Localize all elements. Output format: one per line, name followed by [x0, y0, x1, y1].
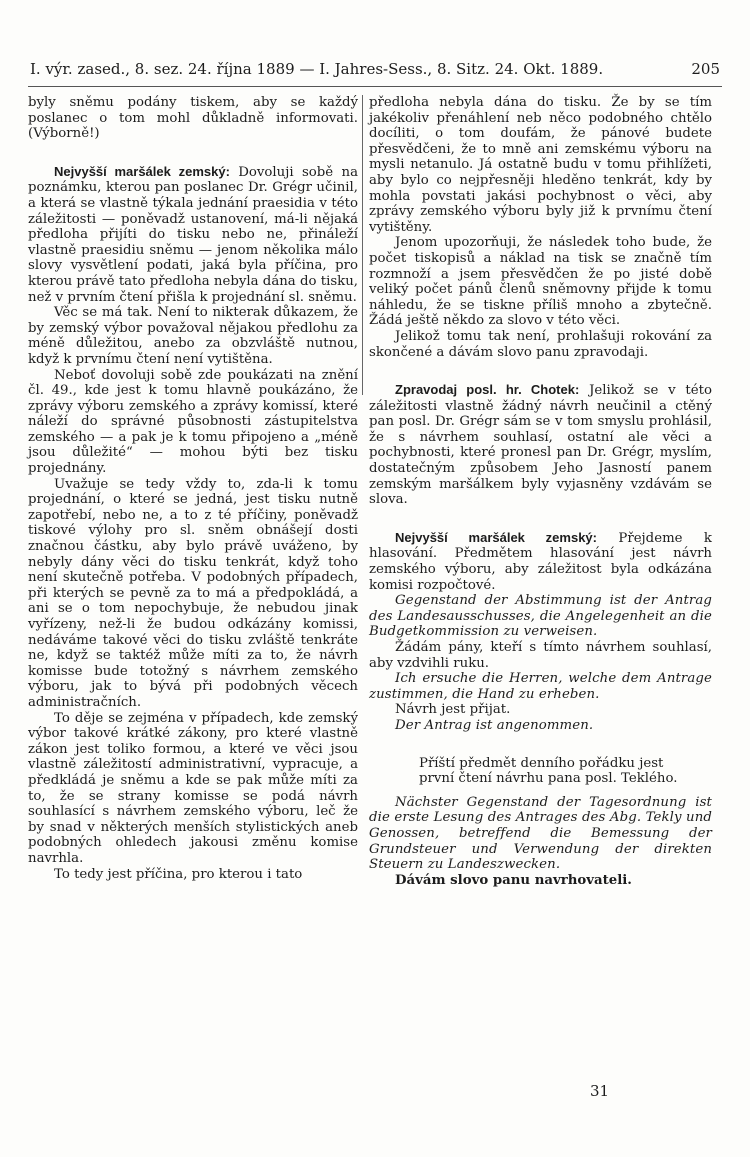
paragraph-text: Dávám slovo panu navrhovateli. [395, 872, 632, 888]
paragraph [369, 640, 712, 671]
paragraph-text: Ich ersuche die Herren, welche dem Antrage zustimmen, die Hand zu erheben. [369, 671, 712, 702]
speaker-name: Nejvyšší maršálek zemský: [395, 529, 597, 545]
paragraph [28, 711, 358, 867]
header-rule [28, 86, 722, 87]
paragraph-text: Věc se má tak. Není to nikterak důkazem, že by zemský výbor považoval nějakou předlohu za méně důležitou, anebo za obzvláště nutnou, když k prvnímu čtení není vytištěna. [28, 305, 358, 367]
paragraph [369, 702, 712, 718]
paragraph-german [369, 795, 712, 873]
paragraph [369, 530, 712, 593]
paragraph-text: Neboť dovoluji sobě zde poukázati na znění čl. 49., kde jest k tomu hlavně poukázáno, že zprávy výboru zemského a zprávy komissí, které náleží do správné působnosti zástupitelstva zemského — a pak je k tomu připojeno a „méně jsou důležité“ — mohou býti bez tisku projednány. [28, 367, 358, 477]
right-column [369, 95, 712, 888]
paragraph-text: Der Antrag ist angenommen. [395, 717, 594, 733]
paragraph [369, 873, 712, 889]
header-text: I. výr. zased., 8. sez. 24. října 1889 — I. Jahres-Sess., 8. Sitz. 24. Okt. 1889. [30, 60, 604, 78]
sheet-number: 31 [590, 1082, 610, 1100]
paragraph [28, 368, 358, 477]
paragraph [369, 235, 712, 329]
paragraph [28, 95, 358, 142]
paragraph-text: To tedy jest příčina, pro kterou i tato [54, 866, 303, 882]
paragraph-text: Jelikož se v této záležitosti vlastně žádný návrh neučinil a ctěný pan posl. Dr. Grégr sám se v tom smyslu prohlásil, že s návrhem souhlasí, ostatní ale věci a pochybnosti, které pronesl pan Dr. Grégr, myslím, dostatečným způsobem Jeho Jasností panem zemským maršálkem byly vyjasněny vzdávám se slova. [369, 383, 712, 508]
paragraph [369, 95, 712, 235]
paragraph-text: byly sněmu podány tiskem, aby se každý poslanec o tom mohl důkladně informovati. (Výborně!) [28, 95, 358, 142]
paragraph-german [369, 593, 712, 640]
paragraph-text: Jenom upozorňuji, že následek toho bude, že počet tiskopisů a náklad na tisk se značně tím rozmnoží a jsem přesvědčen že po jisté době veliký počet pánů členů sněmovny přijde k tomu náhledu, že se tiskne příliš mnoho a zbytečně. Žádá ještě někdo za slovo v této věci. [369, 235, 712, 329]
running-header [30, 60, 720, 86]
column-divider [362, 95, 363, 395]
paragraph [28, 867, 358, 883]
paragraph [369, 329, 712, 360]
paragraph-text: Nächster Gegenstand der Tagesordnung ist die erste Lesung des Antrages des Abg. Tekly und Genossen, betreffend die Bemessung der Grundsteuer und Verwendung der direkten Steuern zu Landeszwecken. [369, 794, 712, 873]
paragraph-text: Gegenstand der Abstimmung ist der Antrag des Landesausschusses, die Angelegenheit an die Budgetkommission zu verweisen. [369, 593, 712, 640]
paragraph-german [369, 718, 712, 734]
paragraph-german [369, 671, 712, 702]
paragraph-text: Uvažuje se tedy vždy to, zda-li k tomu projednání, o které se jedná, jest tisku nutně zapotřebí, nebo ne, a to z té příčiny, poněvadž tiskové výlohy pro sl. sněm obnášejí dosti značnou částku, aby bylo právě uváženo, by nebyly dány věci do tisku tenkrát, když toho není skutečně potřeba. V podobných případech, při kterých se pevně za to má a předpokládá, a ani se o tom nepochybuje, že nebudou jinak vyřízeny, než-li že budou odkázány komissi, nedáváme takové věci do tisku zvláště tenkráte ne, když se taktéž může míti za to, že návrh komisse bude totožný s návrhem zemského výboru, jak to bývá při podobných věcech administračních. [28, 476, 358, 710]
paragraph-text: Návrh jest přijat. [395, 702, 511, 718]
paragraph-text: Žádám pány, kteří s tímto návrhem souhlasí, aby vzdvihli ruku. [369, 640, 712, 671]
paragraph-text: Dovoluji sobě na poznámku, kterou pan poslanec Dr. Grégr učinil, a která se vlastně týkala jednání praesidia v této záležitosti — poněvadž ustanovení, má-li nějaká předloha přijíti do tisku nebo ne, přináleží vlastně praesidiu sněmu — jenom několika málo slovy vysvětlení podati, jaká byla příčina, pro kterou právě tato předloha nebyla dána do tisku, než v prvním čtení přišla k projednání sl. sněmu. [28, 164, 358, 305]
paragraph-text: Příští předmět denního pořádku jest první čtení návrhu pana posl. Teklého. [419, 755, 678, 787]
paragraph [28, 164, 358, 305]
paragraph-text: Přejdeme k hlasování. Předmětem hlasování jest návrh zemského výboru, aby záležitost byla odkázána komisi rozpočtové. [369, 530, 712, 593]
paragraph-text: To děje se zejména v případech, kde zemský výbor takové krátké zákony, pro které vlastně zákon jest toliko formou, a které ve věci jsou vlastně záležitostí administrativní, vypracuje, a předkládá je sněmu a kde se pak může míti za to, že se strany komisse se podá návrh souhlasící s návrhem zemského výboru, leč že by snad v některých menších stylistických aneb podobných ohledech jakousi změnu komise navrhla. [28, 710, 358, 866]
page-number: 205 [691, 60, 720, 78]
paragraph [28, 305, 358, 367]
paragraph-text: předloha nebyla dána do tisku. Že by se tím jakékoliv přenáhlení neb něco podobného chtělo docíliti, o tom doufám, že pánové budete přesvědčeni, že to mně ani zemskému výboru na mysli netanulo. Já ostatně budu v tomu přihlížeti, aby bylo co nejpřesněji hleděno tenkrát, kdy by mohla povstati jakási pochybnost o věci, aby zprávy zemského výboru byly již k prvnímu čtení vytištěny. [369, 95, 712, 235]
left-column [28, 95, 358, 882]
paragraph [369, 382, 712, 508]
speaker-name: Nejvyšší maršálek zemský: [54, 163, 230, 179]
speaker-name: Zpravodaj posl. hr. Chotek: [395, 382, 580, 398]
paragraph-text: Jelikož tomu tak není, prohlašuji rokování za skončené a dávám slovo panu zpravodaji. [369, 328, 712, 360]
paragraph [28, 477, 358, 711]
agenda-item [369, 756, 712, 787]
